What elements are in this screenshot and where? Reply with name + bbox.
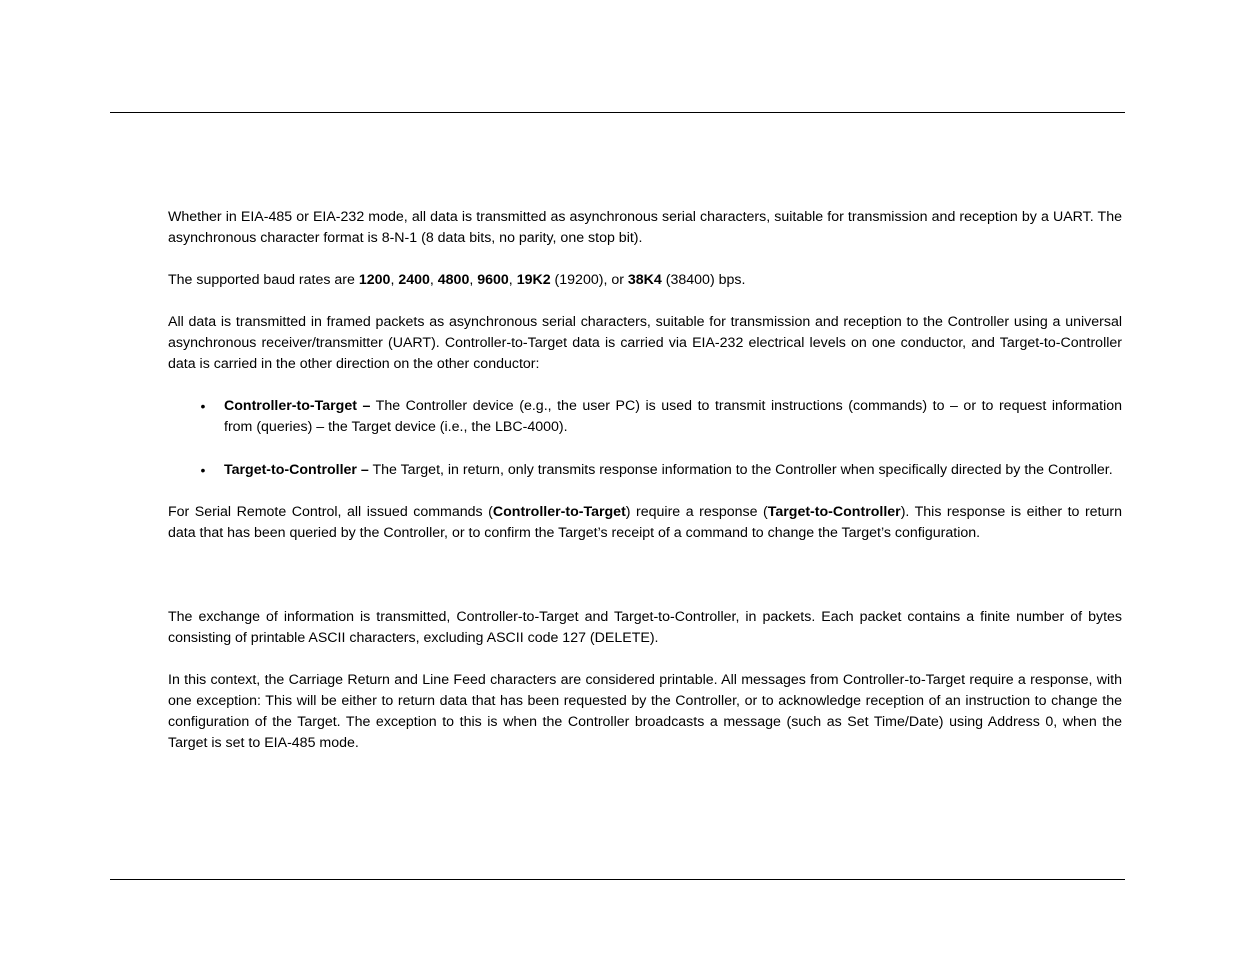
- baud-rate-2400: 2400: [398, 272, 430, 288]
- baud-rate-19k2-note: (19200), or: [550, 272, 628, 288]
- separator: ,: [429, 272, 438, 288]
- baud-rates-prefix: The supported baud rates are: [168, 272, 359, 288]
- list-item-text: The Controller device (e.g., the user PC) is used to transmit instructions (commands) to – or to request information from (queries) – the Target device (i.e., the LBC-4000).: [224, 398, 1123, 435]
- baud-rate-19k2: 19K2: [516, 272, 551, 288]
- direction-list: [168, 396, 1122, 481]
- baud-rate-38k4: 38K4: [627, 272, 662, 288]
- paragraph-baud-rates: [168, 270, 1122, 291]
- paragraph-packet-exchange: The exchange of information is transmitted, Controller-to-Target and Target-to-Controller, in packets. Each packet contains a finite number of bytes consisting of printable ASCII characters, excluding ASCII code 127 (DELETE).: [168, 609, 1122, 646]
- list-item-term: Controller-to-Target –: [224, 398, 371, 414]
- paragraph-framed-packets: All data is transmitted in framed packets as asynchronous serial characters, suitable for transmission and reception to the Controller using a universal asynchronous receiver/transmitter (UART). Controller-to-Target data is carried via EIA-232 electrical levels on one conductor, and Target-to-Controller data is carried in the other direction on the other conductor:: [168, 314, 1122, 372]
- document-body: [168, 207, 1122, 775]
- bullet-icon: •: [200, 398, 206, 414]
- bold-term-controller-to-target: Controller-to-Target: [492, 504, 626, 520]
- baud-rate-4800: 4800: [437, 272, 470, 288]
- paragraph-data-format: Whether in EIA-485 or EIA-232 mode, all data is transmitted as asynchronous serial characters, suitable for transmission and reception by a UART. The asynchronous character format is 8-N-1 (8 data bits, no parity, one stop bit).: [168, 209, 1122, 246]
- baud-rates-suffix: (38400) bps.: [661, 272, 746, 288]
- paragraph-printable-characters: In this context, the Carriage Return and Line Feed characters are considered printable. All messages from Controller-to-Target require a response, with one exception: This will be either to return data that has been requested by the Controller, or to acknowledge reception of an instruction to change the configuration of the Target. The exception to this is when the Controller broadcasts a message (such as Set Time/Date) using Address 0, when the Target is set to EIA-485 mode.: [168, 672, 1122, 751]
- separator: ,: [469, 272, 478, 288]
- header-rule: [110, 112, 1125, 113]
- list-item-text: The Target, in return, only transmits response information to the Controller when specifically directed by the Controller.: [368, 462, 1113, 478]
- list-item-target-to-controller: [168, 460, 1122, 481]
- paragraph-serial-remote-control: [168, 502, 1122, 544]
- paragraph-text: ). This response is either to return data that has been queried by the Controller, or to confirm the Target’s receipt of a command to change the Target’s configuration.: [168, 504, 1123, 541]
- bullet-icon: •: [200, 462, 206, 478]
- list-item-term: Target-to-Controller –: [224, 462, 369, 478]
- separator: ,: [508, 272, 517, 288]
- footer-rule: [110, 879, 1125, 880]
- list-item-controller-to-target: [168, 396, 1122, 438]
- baud-rate-9600: 9600: [477, 272, 509, 288]
- paragraph-text: ) require a response (: [625, 504, 768, 520]
- paragraph-text: For Serial Remote Control, all issued commands (: [168, 504, 493, 520]
- baud-rate-1200: 1200: [358, 272, 391, 288]
- bold-term-target-to-controller: Target-to-Controller: [767, 504, 901, 520]
- separator: ,: [390, 272, 399, 288]
